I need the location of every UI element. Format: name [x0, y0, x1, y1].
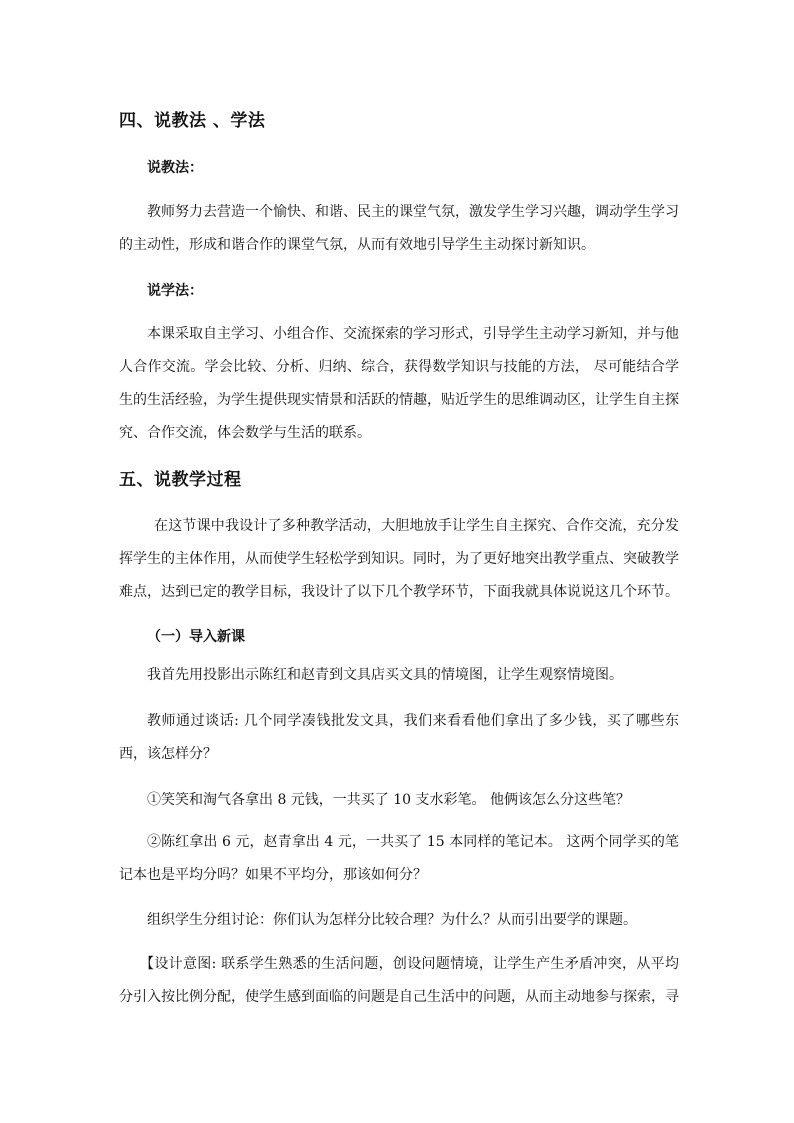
section5-heading: 五、说教学过程	[119, 470, 242, 490]
subsection-intro-title: （一）导入新课	[147, 629, 245, 645]
paragraph-design-intent: 【设计意图: 联系学生熟悉的生活问题，创设问题情境，让学生产生矛盾冲突，从平均分引入按比例分配，使学生感到面临的问题是自己生活中的问题，从而主动地参与探索，寻	[119, 956, 679, 1005]
learn-method-paragraph: 本课采取自主学习、小组合作、交流探索的学习形式，引导学生主动学习新知，并与他人合作交流。学会比较、分析、归纳、综合，获得数学知识与技能的方法， 尽可能结合学生的生活经验，为学生提供现实情景和活跃的情趣，贴近学生的思维调动区，让学生自主探究、合作交流，体会数学与生活的联系。	[119, 326, 679, 441]
section4-heading: 四、说教法 、学法	[119, 111, 266, 131]
paragraph-group-discussion: 组织学生分组讨论：你们认为怎样分比较合理？为什么？从而引出要学的课题。	[147, 912, 637, 928]
paragraph-situation: 我首先用投影出示陈红和赵青到文具店买文具的情境图，让学生观察情境图。	[147, 667, 623, 683]
paragraph-question-2: ②陈红拿出 6 元，赵青拿出 4 元，一共买了 15 本同样的笔记本。 这两个同学买的笔记本也是平均分吗？如果不平均分，那该如何分？	[119, 834, 679, 883]
paragraph-question-1: ①笑笑和淘气各拿出 8 元钱，一共买了 10 支水彩笔。 他俩该怎么分这些笔？	[147, 792, 630, 808]
learn-method-title: 说学法：	[147, 283, 203, 299]
teach-method-title: 说教法：	[147, 160, 203, 176]
teaching-process-intro: 在这节课中我设计了多种教学活动，大胆地放手让学生自主探究、合作交流，充分发挥学生的主体作用，从而使学生轻松学到知识。同时，为了更好地突出教学重点、突破教学难点，达到已定的教学目标，我设计了以下几个教学环节，下面我就具体说说这几个环节。	[119, 518, 679, 600]
teach-method-paragraph: 教师努力去营造一个愉快、和谐、民主的课堂气氛，激发学生学习兴趣，调动学生学习的主动性，形成和谐合作的课堂气氛，从而有效地引导学生主动探讨新知识。	[119, 204, 679, 253]
paragraph-teacher-talk: 教师通过谈话: 几个同学凑钱批发文具，我们来看看他们拿出了多少钱，买了哪些东西，该怎样分？	[119, 713, 679, 762]
